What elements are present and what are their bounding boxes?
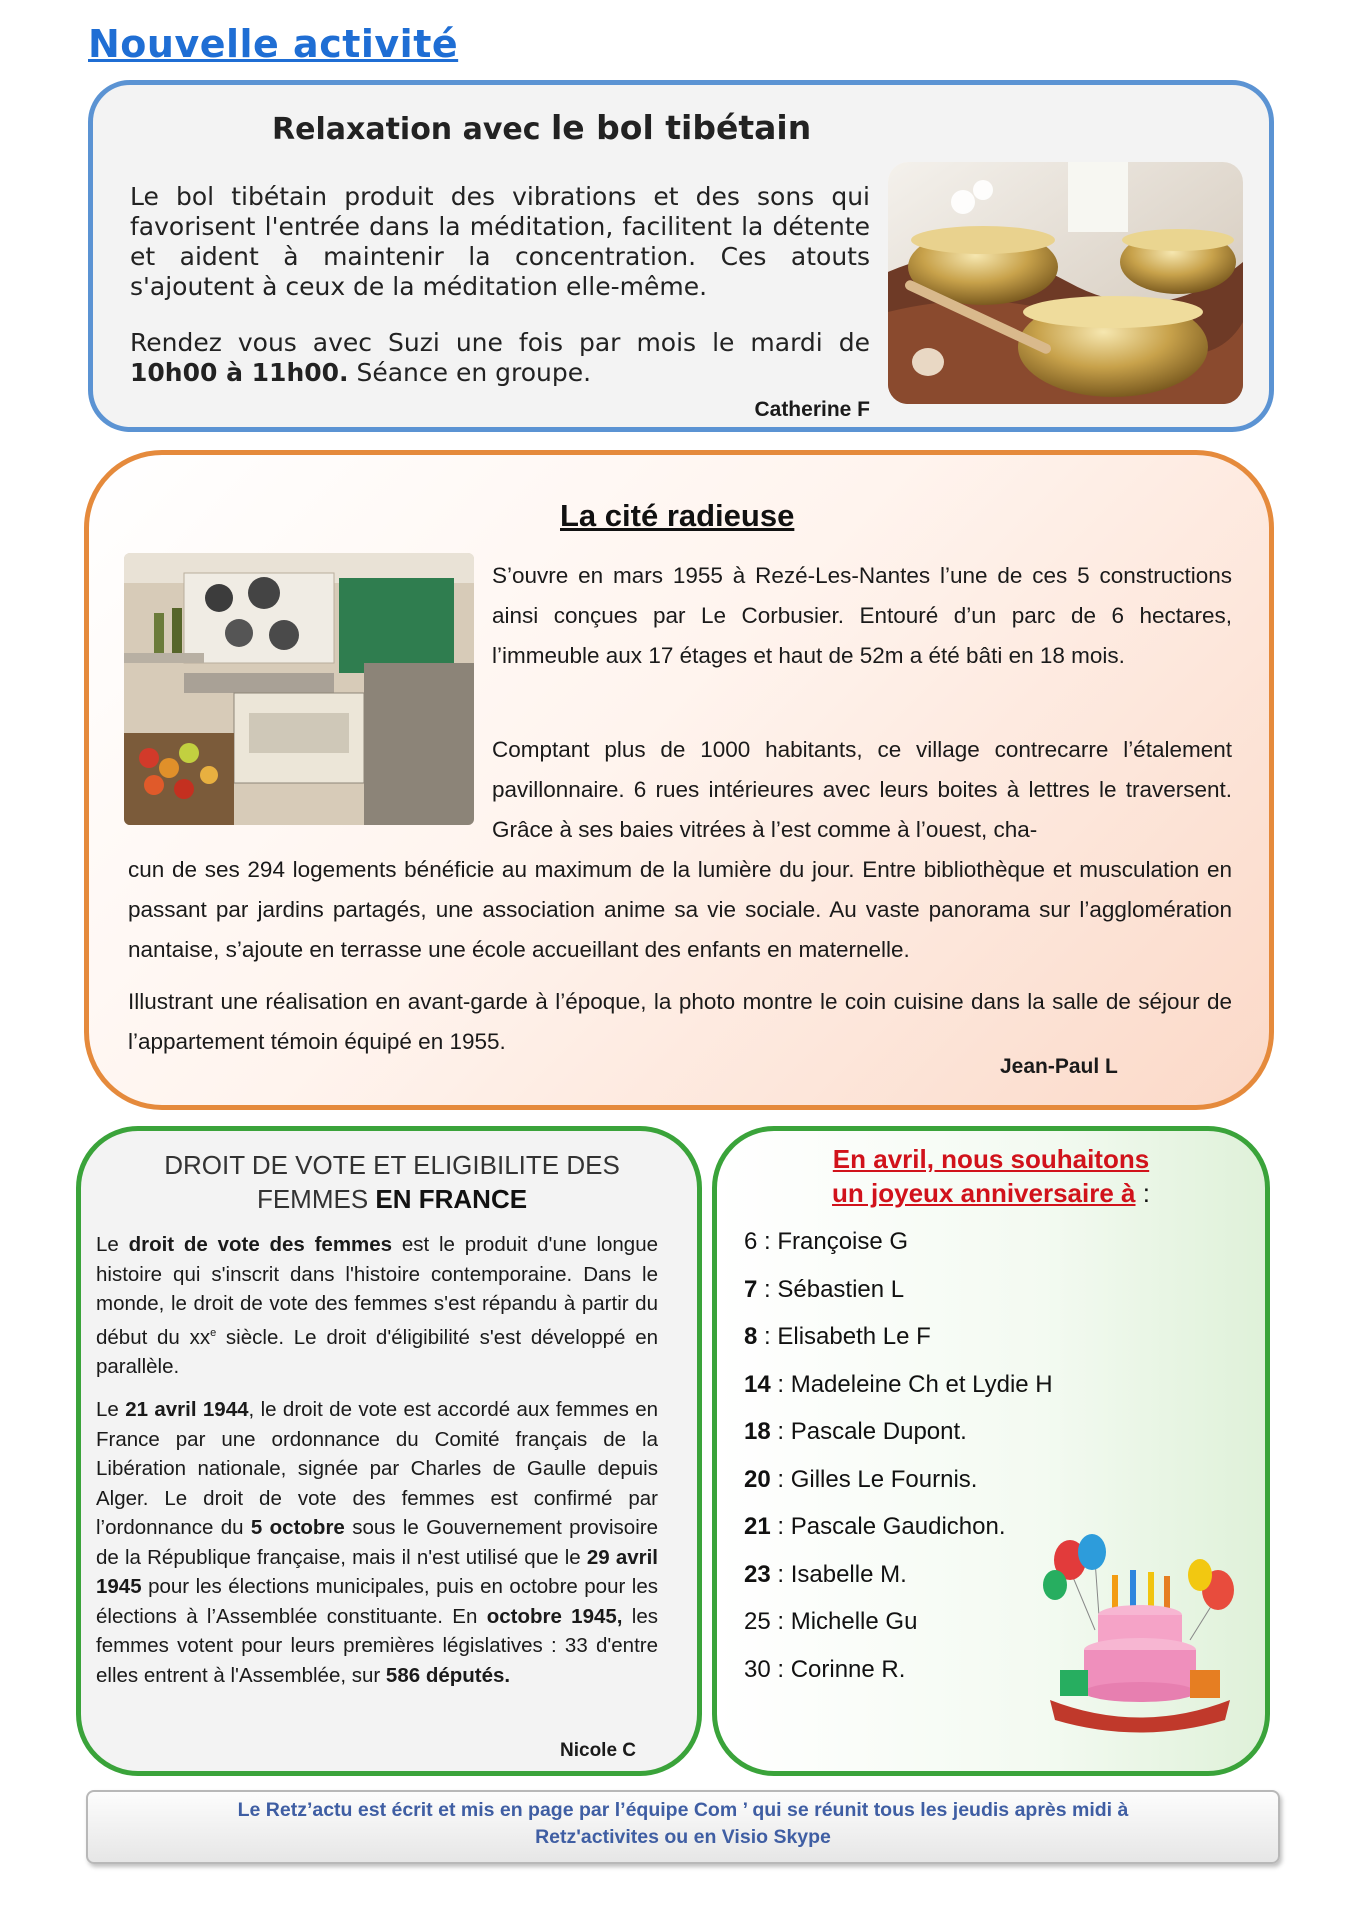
cite-radieuse-author: Jean-Paul L xyxy=(1000,1055,1118,1078)
birthday-item xyxy=(744,1313,1053,1361)
birthday-item xyxy=(744,1266,1053,1314)
birthday-item xyxy=(744,1503,1053,1551)
vote-p1-text-c: est le produit d'une longue histoire qui s'inscrit dans l'histoire contemporaine. Dans le monde, le droit de vote des femmes s'est répandu à partir du début du xx xyxy=(96,1233,659,1349)
vote-p2-date-october: 5 octobre xyxy=(250,1516,345,1539)
tibetan-bowls-photo xyxy=(888,162,1243,404)
birthdays-title xyxy=(712,1142,1270,1210)
birthday-item xyxy=(744,1646,1053,1694)
birthday-name: : Sébastien L xyxy=(757,1275,905,1303)
relaxation-schedule-text: Rendez vous avec Suzi une fois par mois le mardi de xyxy=(130,328,870,357)
vote-p1-text-a: Le xyxy=(96,1233,129,1256)
women-vote-title-line2-bold: EN FRANCE xyxy=(375,1184,528,1214)
kitchen-photo xyxy=(124,553,474,825)
vote-p2-text-g: pour les élections municipales, puis en octobre pour les élections à l’Assemblée constituante. En xyxy=(96,1575,658,1628)
birthday-day: 30 xyxy=(744,1655,771,1683)
birthday-name: : Françoise G xyxy=(757,1228,909,1255)
birthdays-title-line2 xyxy=(712,1176,1270,1210)
birthdays-title-colon: : xyxy=(1135,1178,1150,1208)
footer-line-1: Le Retz’actu est écrit et mis en page par l’équipe Com ’ qui se réunit tous les jeudis après midi à xyxy=(237,1799,1129,1821)
birthday-day: 14 xyxy=(744,1370,771,1398)
vote-p2-text-i: les femmes votent pour leurs premières législatives : 33 d'entre elles entrent à l'Assemblée, sur xyxy=(96,1604,659,1687)
birthday-cake-illustration xyxy=(1040,1530,1240,1740)
birthday-name: : Pascale Gaudichon. xyxy=(770,1513,1006,1540)
vote-p1-bold: droit de vote des femmes xyxy=(128,1233,393,1256)
women-vote-author: Nicole C xyxy=(560,1740,637,1761)
birthday-name: : Gilles Le Fournis. xyxy=(770,1465,978,1493)
birthday-day: 6 xyxy=(744,1228,758,1255)
tibetan-bowls-illustration xyxy=(888,162,1243,404)
vote-p2-deputies: 586 députés. xyxy=(385,1663,511,1687)
vote-p1-text-d: siècle. Le droit d'éligibilité s'est développé en parallèle. xyxy=(96,1325,658,1378)
cite-radieuse-title: La cité radieuse xyxy=(560,498,795,533)
cite-radieuse-paragraph-2-start: Comptant plus de 1000 habitants, ce village contrecarre l’étalement pavillonnaire. 6 rues intérieures avec leurs boites à lettres le traversent. Grâce à ses baies vitrées à l’est comme à l’ouest, cha- xyxy=(492,737,1232,842)
women-vote-title-line2-text: FEMMES xyxy=(256,1184,376,1214)
relaxation-schedule-hours: 10h00 à 11h00. xyxy=(130,358,349,387)
birthdays-list xyxy=(744,1218,1053,1693)
relaxation-title xyxy=(272,108,811,147)
birthday-day: 8 xyxy=(744,1323,758,1350)
birthday-cake-icon xyxy=(1040,1530,1240,1740)
birthday-name: : Madeleine Ch et Lydie H xyxy=(770,1370,1053,1398)
relaxation-paragraph-2 xyxy=(130,328,870,388)
women-vote-title xyxy=(112,1148,672,1216)
birthday-day: 25 xyxy=(744,1608,771,1635)
women-vote-paragraph-1 xyxy=(96,1230,658,1381)
birthday-day: 23 xyxy=(744,1560,771,1588)
cite-radieuse-paragraph-3: Illustrant une réalisation en avant-garde à l’époque, la photo montre le coin cuisine dans la salle de séjour de l’appartement témoin équipé en 1955. xyxy=(128,989,1232,1054)
birthday-name: : Michelle Gu xyxy=(770,1608,918,1635)
relaxation-paragraph-1: Le bol tibétain produit des vibrations et des sons qui favorisent l'entrée dans la méditation, facilitent la détente et aident à maintenir la concentration. Ces atouts s'ajoutent à ceux de la méditation elle-même. xyxy=(130,182,870,301)
relaxation-title-part1: Relaxation avec xyxy=(272,112,551,147)
women-vote-paragraph-2 xyxy=(96,1395,658,1690)
vote-p2-text-e: sous le Gouvernement provisoire de la République française, mais il n'est utilisé que le xyxy=(96,1516,658,1569)
birthday-name: : Elisabeth Le F xyxy=(757,1323,931,1350)
birthday-name: : Pascale Dupont. xyxy=(770,1418,967,1445)
birthday-day: 20 xyxy=(744,1465,771,1493)
birthday-day: 7 xyxy=(744,1275,758,1303)
birthday-day: 18 xyxy=(744,1418,771,1445)
vote-p2-date-october-1945: octobre 1945, xyxy=(486,1604,623,1628)
birthday-item xyxy=(744,1361,1053,1409)
birthday-name: : Corinne R. xyxy=(770,1655,906,1683)
birthday-item xyxy=(744,1551,1053,1599)
birthday-item xyxy=(744,1598,1053,1646)
birthdays-title-line2-text: un joyeux anniversaire à xyxy=(832,1178,1136,1208)
relaxation-schedule-note: Séance en groupe. xyxy=(348,358,592,387)
footer-text xyxy=(86,1797,1280,1851)
footer-line-2: Retz'activites ou en Visio Skype xyxy=(535,1826,831,1848)
birthday-item xyxy=(744,1456,1053,1504)
relaxation-author: Catherine F xyxy=(754,398,870,421)
women-vote-title-line1: DROIT DE VOTE ET ELIGIBILITE DES xyxy=(164,1150,620,1180)
cite-radieuse-paragraph-2-end: cun de ses 294 logements bénéficie au maximum de la lumière du jour. Entre bibliothèque et musculation en passant par jardins partagés, une association anime sa vie sociale. Au vaste panorama sur l’agglomération nantaise, s’ajoute en terrasse une école accueillant des enfants en maternelle. xyxy=(128,857,1232,962)
birthday-day: 21 xyxy=(744,1513,771,1540)
cite-radieuse-paragraph-1: S’ouvre en mars 1955 à Rezé-Les-Nantes l’une de ces 5 constructions ainsi conçues par Le Corbusier. Entouré d’un parc de 6 hectares, l’immeuble aux 17 étages et haut de 52m a été bâti en 18 mois. xyxy=(492,563,1232,668)
vote-p1-superscript: e xyxy=(210,1326,217,1339)
relaxation-title-part2: le bol tibétain xyxy=(550,108,812,147)
page-title: Nouvelle activité xyxy=(88,22,459,66)
vote-p2-text-a: Le xyxy=(96,1398,126,1421)
birthday-item xyxy=(744,1408,1053,1456)
birthdays-title-line1: En avril, nous souhaitons xyxy=(832,1144,1150,1174)
vote-p2-date-1944: 21 avril 1944 xyxy=(125,1398,249,1421)
women-vote-title-line2 xyxy=(112,1182,672,1216)
vote-p2-date-1945: 29 avril 1945 xyxy=(96,1545,659,1598)
vote-p2-text-c: , le droit de vote est accordé aux femmes en France par une ordonnance du Comité français de la Libération nationale, signée par Charles de Gaulle depuis Alger. Le droit de vote des femmes est confirmé par l’ordonnance du xyxy=(96,1398,658,1539)
kitchen-illustration xyxy=(124,553,474,825)
birthday-item xyxy=(744,1218,1053,1266)
birthday-name: : Isabelle M. xyxy=(770,1560,907,1588)
